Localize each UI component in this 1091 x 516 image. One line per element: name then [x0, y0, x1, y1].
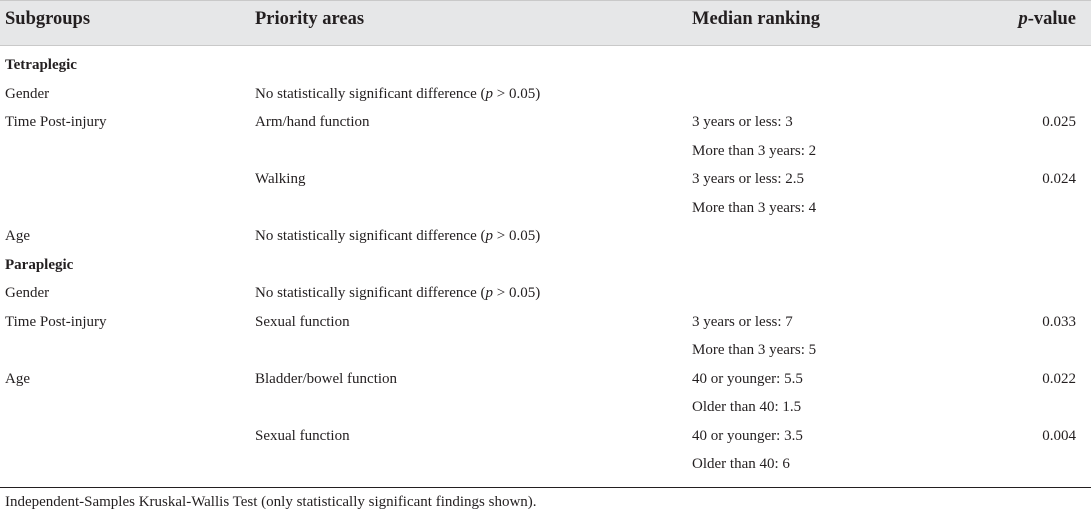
- nsd-suffix: > 0.05): [492, 285, 541, 301]
- table-row: [0, 338, 1091, 367]
- table-row: [0, 196, 1091, 225]
- table-row: [0, 253, 1091, 282]
- subgroup-cell: Time Post-injury: [5, 313, 107, 330]
- priority-cell: [255, 86, 540, 103]
- median-cell: More than 3 years: 5: [692, 342, 817, 358]
- median-cell: 3 years or less: 7: [692, 313, 793, 330]
- median-cell: 3 years or less: 3: [692, 114, 793, 130]
- priority-cell: [255, 285, 540, 302]
- median-cell: More than 3 years: 4: [692, 199, 817, 216]
- p-value-cell: 0.024: [1042, 171, 1076, 187]
- table-body: [0, 53, 1091, 481]
- priority-cell: Walking: [255, 171, 306, 187]
- header-priority-areas: Priority areas: [255, 9, 365, 29]
- priority-cell: Arm/hand function: [255, 114, 370, 130]
- priority-cell: Sexual function: [255, 427, 350, 444]
- table-row: [0, 224, 1091, 253]
- header-subgroups: Subgroups: [5, 9, 91, 29]
- table-header: [0, 0, 1091, 46]
- table-row: [0, 367, 1091, 396]
- table-row: [0, 395, 1091, 424]
- p-value-cell: 0.033: [1042, 313, 1076, 330]
- p-value-cell: 0.025: [1042, 114, 1076, 130]
- group-title-tetraplegic: Tetraplegic: [5, 57, 77, 73]
- median-cell: More than 3 years: 2: [692, 142, 817, 159]
- subgroup-cell: Gender: [5, 285, 50, 301]
- table-row: [0, 53, 1091, 82]
- table-row: [0, 167, 1091, 196]
- subgroup-cell: Age: [5, 228, 30, 244]
- p-value-cell: 0.022: [1042, 370, 1076, 387]
- nsd-prefix: No statistically significant difference (: [255, 85, 486, 102]
- table-row: [0, 452, 1091, 481]
- table-row: [0, 281, 1091, 310]
- priority-cell: Bladder/bowel function: [255, 370, 398, 387]
- priority-cell: Sexual function: [255, 313, 350, 330]
- subgroup-cell: Time Post-injury: [5, 114, 107, 130]
- table-row: [0, 82, 1091, 111]
- subgroup-cell: Age: [5, 370, 30, 387]
- table-row: [0, 110, 1091, 139]
- median-cell: Older than 40: 1.5: [692, 399, 802, 415]
- header-p-italic: p: [1018, 9, 1028, 29]
- nsd-p: p: [485, 228, 493, 244]
- median-cell: Older than 40: 6: [692, 456, 790, 472]
- table-footnote: Independent-Samples Kruskal-Wallis Test (only statistically significant findings shown).: [5, 494, 537, 510]
- header-p-suffix: -value: [1027, 9, 1076, 29]
- nsd-p: p: [485, 285, 493, 301]
- table-row: [0, 424, 1091, 453]
- median-cell: 3 years or less: 2.5: [692, 171, 805, 187]
- nsd-p: p: [485, 85, 493, 102]
- table-row: [0, 310, 1091, 339]
- nsd-prefix: No statistically significant difference (: [255, 228, 486, 244]
- table-row: [0, 139, 1091, 168]
- p-value-cell: 0.004: [1042, 427, 1076, 444]
- priority-cell: [255, 228, 540, 245]
- nsd-suffix: > 0.05): [492, 228, 541, 244]
- table-bottom-rule: [0, 487, 1091, 488]
- header-median-ranking: Median ranking: [692, 9, 820, 29]
- group-title-paraplegic: Paraplegic: [5, 256, 74, 273]
- nsd-suffix: > 0.05): [492, 85, 541, 102]
- median-cell: 40 or younger: 3.5: [692, 427, 803, 444]
- subgroup-cell: Gender: [5, 85, 50, 102]
- nsd-prefix: No statistically significant difference (: [255, 285, 486, 301]
- header-p-value: [1018, 9, 1076, 30]
- median-cell: 40 or younger: 5.5: [692, 370, 803, 387]
